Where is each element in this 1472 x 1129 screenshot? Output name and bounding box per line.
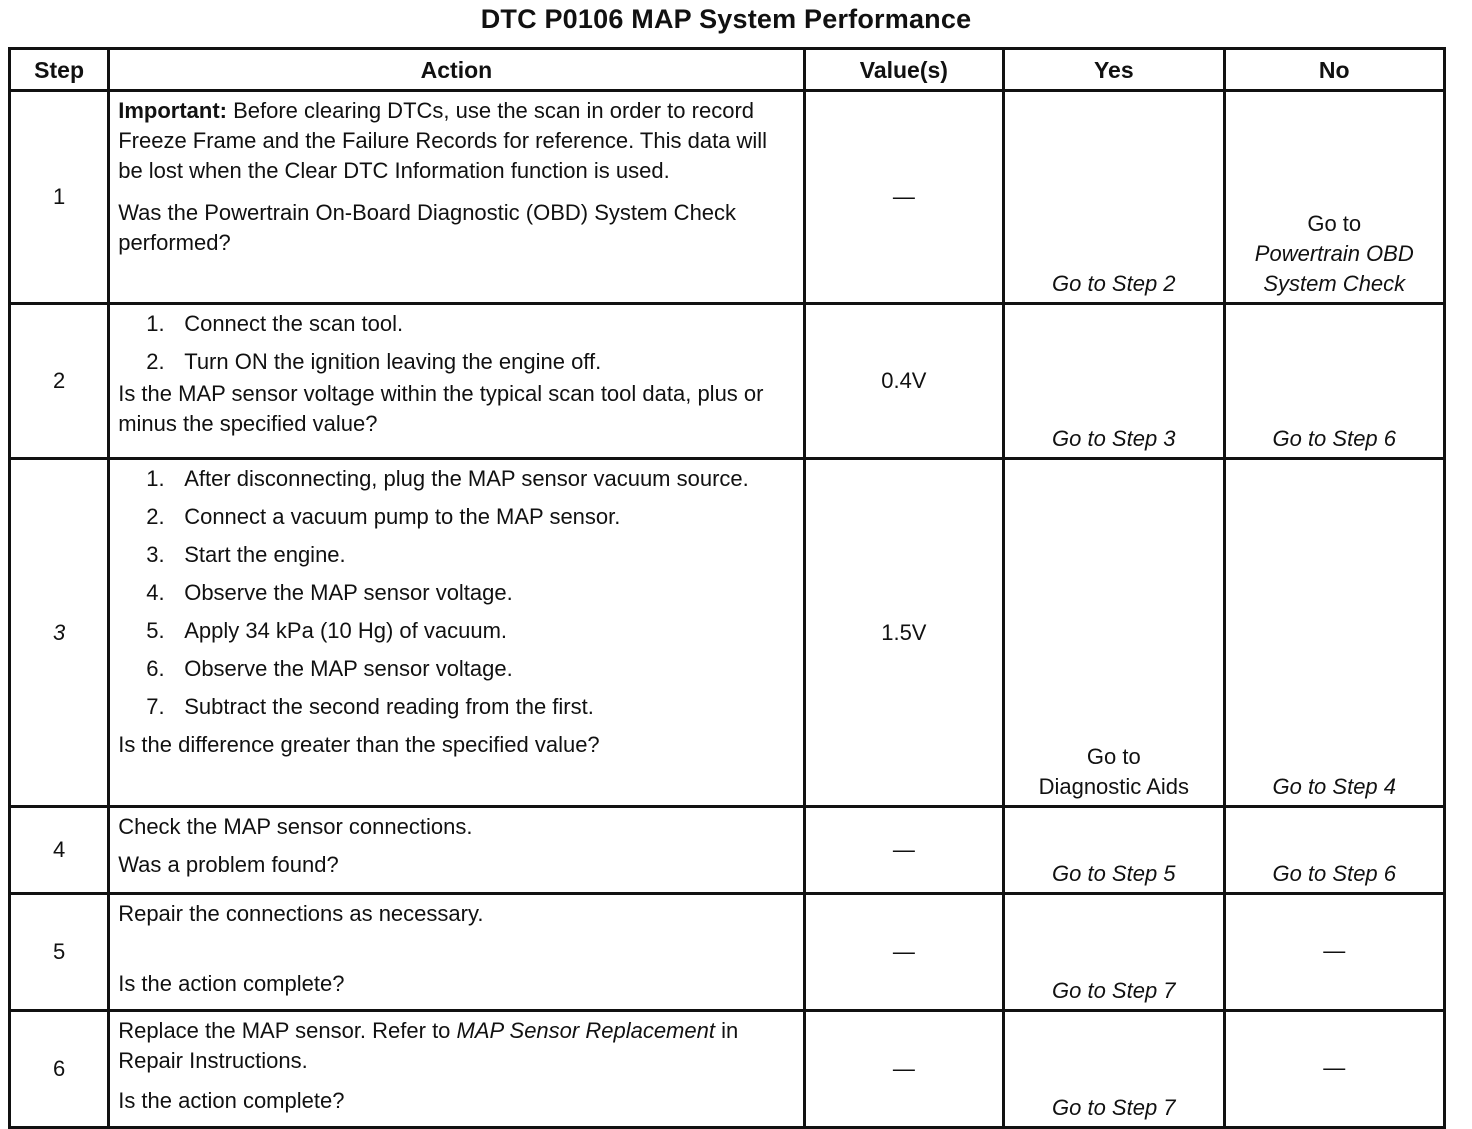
header-action: Action xyxy=(109,49,804,91)
no-cell xyxy=(1224,304,1444,459)
action-question: Is the difference greater than the specified value? xyxy=(118,732,600,757)
table-row xyxy=(10,1011,1445,1128)
header-no: No xyxy=(1224,49,1444,91)
value-cell: — xyxy=(804,1011,1003,1128)
action-text: Check the MAP sensor connections. xyxy=(118,814,473,839)
action-question: Was the Powertrain On-Board Diagnostic (OBD) System Check performed? xyxy=(118,200,737,255)
no-link[interactable]: Go to Step 6 xyxy=(1272,861,1397,886)
list-item: 5. Apply 34 kPa (10 Hg) of vacuum. xyxy=(146,618,508,643)
important-note xyxy=(118,96,794,186)
list-item: 2. Turn ON the ignition leaving the engine off. xyxy=(146,349,602,374)
action-question: Is the action complete? xyxy=(118,1088,345,1113)
list-item: 1. After disconnecting, plug the MAP sensor vacuum source. xyxy=(146,466,749,491)
action-cell xyxy=(109,459,804,807)
step-number: 6 xyxy=(10,1011,109,1128)
no-cell xyxy=(1224,807,1444,894)
header-values: Value(s) xyxy=(804,49,1003,91)
yes-cell xyxy=(1004,1011,1224,1128)
no-cell xyxy=(1224,91,1444,304)
header-yes: Yes xyxy=(1004,49,1224,91)
value-cell: 1.5V xyxy=(804,459,1003,807)
action-steps xyxy=(118,464,794,722)
no-link[interactable]: Go to Step 6 xyxy=(1272,426,1397,451)
table-row xyxy=(10,459,1445,807)
list-item: 1. Connect the scan tool. xyxy=(146,311,404,336)
important-label: Important: xyxy=(118,98,227,123)
list-item: 3. Start the engine. xyxy=(146,542,346,567)
step-number: 5 xyxy=(10,894,109,1011)
action-cell xyxy=(109,91,804,304)
value-cell: 0.4V xyxy=(804,304,1003,459)
list-item: 7. Subtract the second reading from the first. xyxy=(146,694,594,719)
no-link[interactable]: Go to Step 4 xyxy=(1272,774,1397,799)
diagnostic-table xyxy=(8,47,1446,1129)
action-cell xyxy=(109,304,804,459)
repair-reference-link[interactable]: MAP Sensor Replacement xyxy=(456,1018,715,1043)
value-cell: — xyxy=(804,807,1003,894)
value-cell: — xyxy=(804,91,1003,304)
no-cell: — xyxy=(1224,1011,1444,1128)
important-text: Before clearing DTCs, use the scan in order to record Freeze Frame and the Failure Records for reference. This data will be lost when the Clear DTC Information function is used. xyxy=(118,98,768,183)
action-question: Was a problem found? xyxy=(118,852,339,877)
no-cell xyxy=(1224,459,1444,807)
yes-prefix: Go to xyxy=(1086,744,1141,769)
no-prefix: Go to xyxy=(1307,211,1362,236)
yes-cell xyxy=(1004,91,1224,304)
table-row xyxy=(10,304,1445,459)
page-title: DTC P0106 MAP System Performance xyxy=(480,4,972,34)
no-cell: — xyxy=(1224,894,1444,1011)
action-text: Repair the connections as necessary. xyxy=(118,901,484,926)
yes-link[interactable]: Go to Step 7 xyxy=(1052,978,1176,1003)
list-item: 4. Observe the MAP sensor voltage. xyxy=(146,580,513,605)
yes-cell xyxy=(1004,304,1224,459)
action-cell xyxy=(109,894,804,1011)
yes-link[interactable]: Go to Step 2 xyxy=(1052,271,1176,296)
step-number: 4 xyxy=(10,807,109,894)
action-question: Is the action complete? xyxy=(118,971,345,996)
action-cell xyxy=(109,807,804,894)
yes-link[interactable]: Go to Step 7 xyxy=(1052,1095,1176,1120)
list-item: 2. Connect a vacuum pump to the MAP sensor. xyxy=(146,504,621,529)
header-step: Step xyxy=(10,49,109,91)
step-number: 1 xyxy=(10,91,109,304)
action-steps xyxy=(118,309,794,377)
list-item: 6. Observe the MAP sensor voltage. xyxy=(146,656,513,681)
action-question: Is the MAP sensor voltage within the typical scan tool data, plus or minus the specified value? xyxy=(118,381,764,436)
value-cell: — xyxy=(804,894,1003,1011)
yes-link[interactable]: Go to Step 5 xyxy=(1052,861,1176,886)
table-row xyxy=(10,91,1445,304)
table-row xyxy=(10,807,1445,894)
table-header-row xyxy=(10,49,1445,91)
yes-cell xyxy=(1004,807,1224,894)
step-number: 2 xyxy=(10,304,109,459)
yes-cell xyxy=(1004,459,1224,807)
yes-link[interactable]: Diagnostic Aids xyxy=(1038,774,1189,799)
action-text: Replace the MAP sensor. Refer to MAP Sensor Replacement in Repair Instructions. xyxy=(118,1018,739,1073)
step-number: 3 xyxy=(10,459,109,807)
yes-link[interactable]: Go to Step 3 xyxy=(1052,426,1176,451)
table-row xyxy=(10,894,1445,1011)
no-link[interactable]: Powertrain OBD System Check xyxy=(1254,241,1414,296)
yes-cell xyxy=(1004,894,1224,1011)
action-cell xyxy=(109,1011,804,1128)
